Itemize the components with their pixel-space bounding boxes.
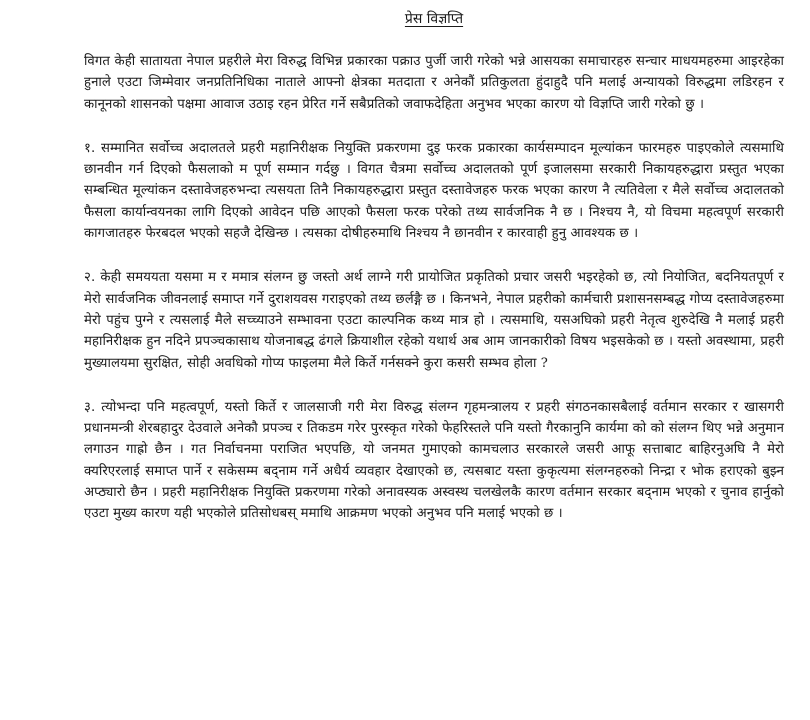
page-title: प्रेस विज्ञप्ति	[404, 11, 464, 27]
paragraph-1: १. सम्मानित सर्वोच्च अदालतले प्रहरी महानिरीक्षक नियुक्ति प्रकरणमा दुइ फरक प्रकारका कार्यसम्पादन मूल्यांकन फारमहरु पाइएकोले त्यसमाथि छानवीन गर्न दिएको फैसलाको म पूर्ण सम्मान गर्दछु । विगत चैत्रमा सर्वोच्च अदालतको पूर्ण इजालसमा सरकारी निकायहरुद्धारा प्रस्तुत भएका सम्बन्धित मूल्यांकन दस्तावेजहरुभन्दा त्यसयता तिनै निकायहरुद्धारा प्रस्तुत दस्तावेजहरु फरक भएका कारण नै त्यतिवेला र मैले सर्वोच्च अदालतको फैसला कार्यान्वयनका लागि दिएको आवेदन पछि आएको फैसला फरक परेको तथ्य सार्वजनिक नै छ । निश्चय नै, यो विचमा महत्वपूर्ण सरकारी कागजातहरु फेरबदल भएको सहजै देखिन्छ । त्यसका दोषीहरुमाथि निश्चय नै छानवीन र कारवाही हुनु आवश्यक छ ।	[84, 140, 784, 242]
paragraph-3: ३. त्योभन्दा पनि महत्वपूर्ण, यस्तो किर्ते र जालसाजी गरी मेरा विरुद्ध संलग्न गृहमन्त्रालय र प्रहरी संगठनकासबैलाई वर्तमान सरकार र खासगरी प्रधानमन्त्री शेरबहादुर देउवाले अनेकौ प्रपञ्च र तिकडम गरेर पुरस्कृत गरेको फेहरिस्तले पनि यस्तो गैरकानुनि कार्यमा को को संलग्न थिए भन्ने अनुमान लगाउन गाह्रो छैन । गत निर्वाचनमा पराजित भएपछि, यो जनमत गुमाएको कामचलाउ सरकारले जसरी आफू सत्ताबाट बाहिरनुअघि नै मेरो क्यरिएरलाई समाप्त पार्ने र सकेसम्म बद्नाम गर्ने अधैर्य व्यवहार देखाएको छ, त्यसबाट यस्ता कुकृत्यमा संलग्नहरुको निन्द्रा र भोक हराएको बुझ्न अप्ठ्यारो छैन । प्रहरी महानिरीक्षक नियुक्ति प्रकरणमा गरेको अनावस्यक अस्वस्थ चलखेलकै कारण वर्तमान सरकार बद्नाम भएको र चुनाव हार्नुको एउटा मुख्य कारण यही भएकोले प्रतिसोधबस् ममाथि आक्रमण भएको अनुभव पनि मलाई भएको छ ।	[84, 399, 784, 522]
paragraph-2: २. केही समययता यसमा म र ममात्र संलग्न छु जस्तो अर्थ लाग्ने गरी प्रायोजित प्रकृतिको प्रचार जसरी भइरहेको छ, त्यो नियोजित, बदनियतपूर्ण र मेरो सार्वजनिक जीवनलाई समाप्त गर्ने दुराशयवस गराइएको तथ्य छर्लङ्गै छ । किनभने, नेपाल प्रहरीको कार्मचारी प्रशासनसम्बद्ध गोप्य दस्तावेजहरुमा मेरो पहुंच पुग्ने र त्यसलाई मैले सच्च्याउने सम्भावना एउटा काल्पनिक कथ्य मात्र हो । त्यसमाथि, यसअघिको प्रहरी नेतृत्व शुरुदेखि नै मलाई प्रहरी महानिरीक्षक हुन नदिने प्रपञ्चकासाथ योजनाबद्ध ढंगले क्रियाशील रहेको यथार्थ अब आम जानकारीको विषय भइसकेको छ । यस्तो अवस्थामा, प्रहरी मुख्यालयमा सुरक्षित, सोही अवधिको गोप्य फाइलमा मैले किर्ते गर्नसक्ने कुरा कसरी सम्भव होला ?	[84, 270, 784, 371]
intro-paragraph: विगत केही सातायता नेपाल प्रहरीले मेरा विरुद्ध विभिन्न प्रकारका पक्राउ पुर्जी जारी गरेको भन्ने आसयका समाचारहरु सन्चार माधयमहरुमा आइरहेका हुनाले एउटा जिम्मेवार जनप्रतिनिधिका नाताले आफ्नो क्षेत्रका मतदाता र अनेकौं प्रतिकुलता हुंदाहुदै पनि मलाई अन्यायको विरुद्धमा लडिरहन र कानूनको शासनको पक्षमा आवाज उठाइ रहन प्रेरित गर्ने सबैप्रतिको जवाफदेहिता अनुभव भएका कारण यो विज्ञप्ति जारी गरेको छु ।	[84, 54, 784, 112]
